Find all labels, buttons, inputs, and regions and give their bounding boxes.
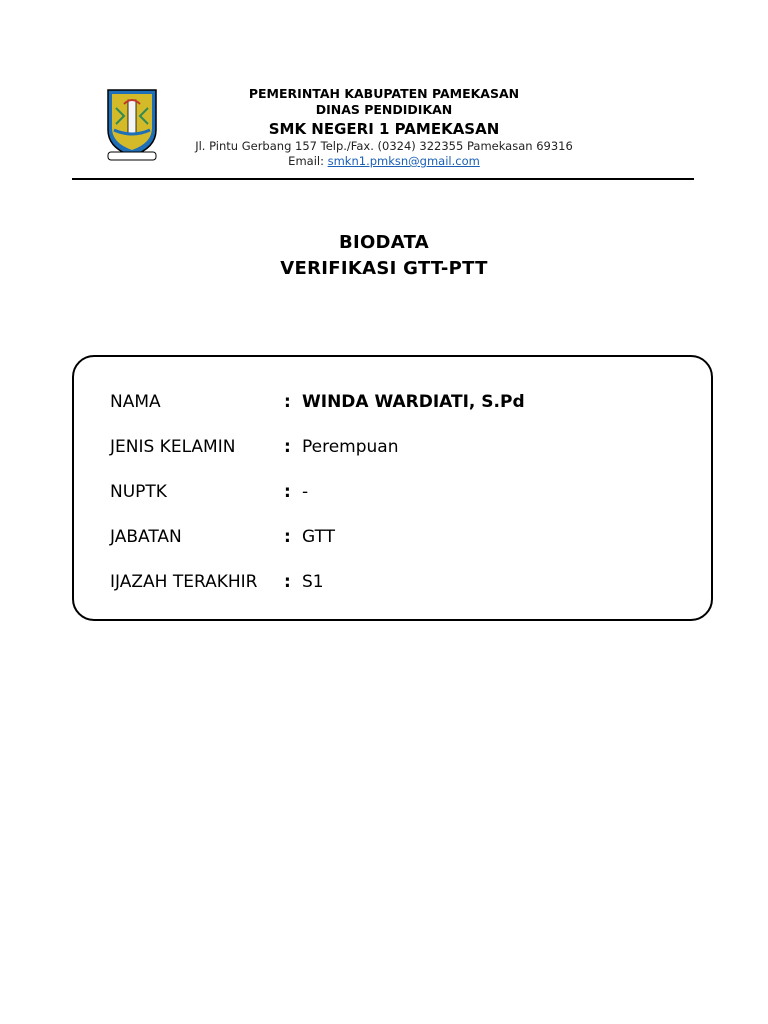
row-value: Perempuan <box>302 437 399 457</box>
document-subtitle: VERIFIKASI GTT-PTT <box>280 258 488 279</box>
row-label: IJAZAH TERAKHIR <box>110 572 258 592</box>
government-name: PEMERINTAH KABUPATEN PAMEKASAN <box>248 86 520 101</box>
row-colon: : <box>284 482 291 502</box>
school-address: Jl. Pintu Gerbang 157 Telp./Fax. (0324) 322355 Pamekasan 69316 <box>195 139 573 153</box>
row-colon: : <box>284 572 291 592</box>
biodata-row-nuptk <box>110 480 308 504</box>
row-label: NAMA <box>110 392 161 412</box>
letterhead-divider <box>72 178 694 180</box>
document-title: BIODATA <box>338 232 430 253</box>
provincial-emblem-logo <box>102 86 162 164</box>
row-colon: : <box>284 437 291 457</box>
biodata-row-jabatan <box>110 525 335 549</box>
biodata-row-jenis-kelamin <box>110 435 399 459</box>
department-name: DINAS PENDIDIKAN <box>315 102 453 118</box>
row-label: JENIS KELAMIN <box>110 437 236 457</box>
row-colon: : <box>284 392 291 412</box>
row-value: WINDA WARDIATI, S.Pd <box>302 392 525 412</box>
email-link[interactable]: smkn1.pmksn@gmail.com <box>327 153 480 168</box>
school-name: SMK NEGERI 1 PAMEKASAN <box>268 119 500 138</box>
row-label: JABATAN <box>110 527 182 547</box>
email-label: Email: <box>288 153 328 168</box>
email-line <box>180 154 588 169</box>
biodata-row-nama <box>110 390 525 414</box>
row-value: - <box>302 482 309 502</box>
row-colon: : <box>284 527 291 547</box>
row-label: NUPTK <box>110 482 167 502</box>
row-value: GTT <box>302 527 336 547</box>
letterhead <box>180 86 588 169</box>
biodata-row-ijazah-terakhir <box>110 570 324 594</box>
row-value: S1 <box>302 572 324 592</box>
